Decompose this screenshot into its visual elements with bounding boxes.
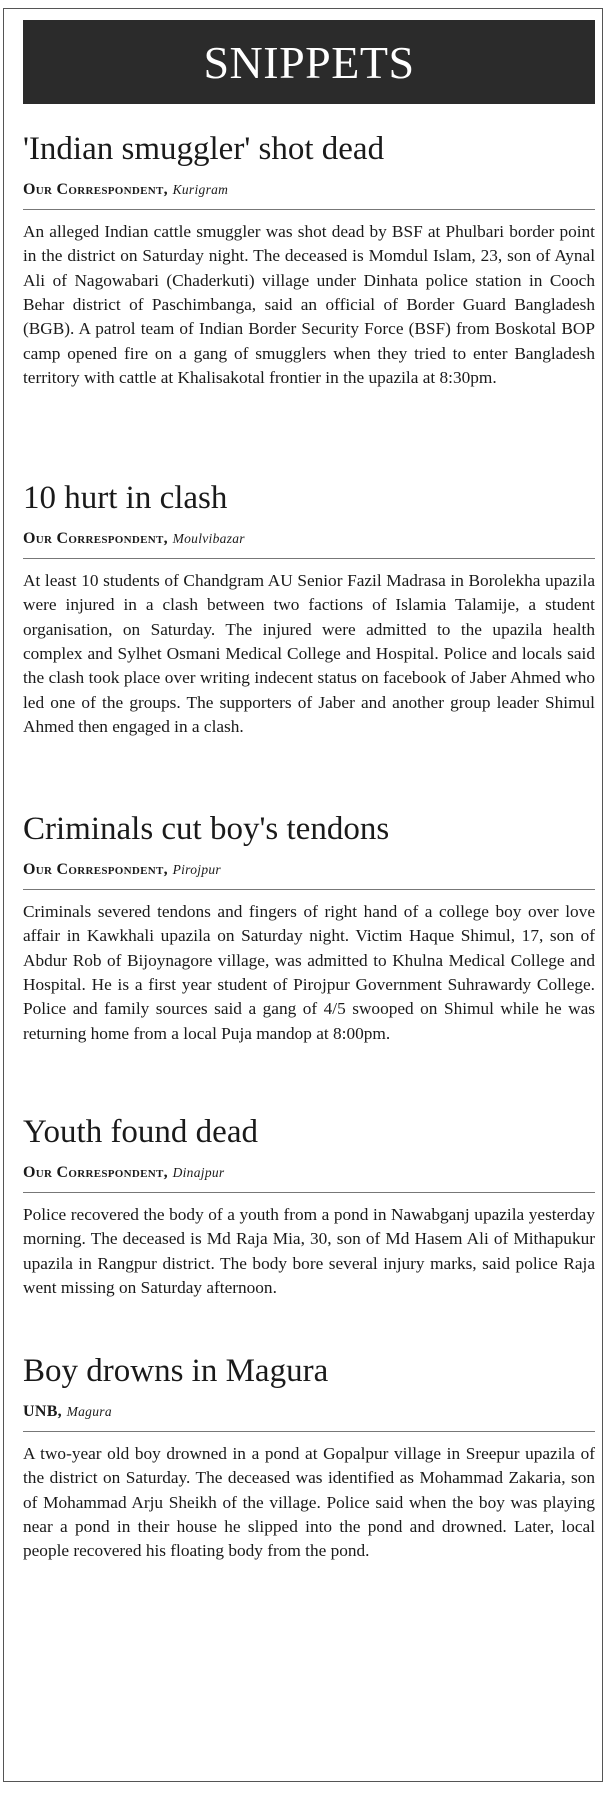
story-byline <box>23 860 595 879</box>
story-smuggler-shot <box>23 133 595 390</box>
story-body: Police recovered the body of a youth from a pond in Nawabganj upazila yesterday morning. The deceased is Md Raja Mia, 30, son of Md Hasem Ali of Mithapukur upazila in Rangpur district. The body bore several injury marks, said police Raja went missing on Saturday afternoon. <box>23 1205 595 1298</box>
story-body: A two-year old boy drowned in a pond at Gopalpur village in Sreepur upazila of the district on Saturday. The deceased was identified as Mohammad Zakaria, son of Mohammad Arju Sheikh of the village. Police said when the boy was playing near a pond in their house he slipped into the pond and drowned. Later, local people recovered his floating body from the pond. <box>23 1444 595 1561</box>
byline-location: Kurigram <box>172 182 229 197</box>
byline-divider <box>23 558 595 559</box>
byline-author: Our Correspondent, <box>23 181 168 198</box>
story-headline: Criminals cut boy's tendons <box>23 811 390 847</box>
byline-location: Dinajpur <box>172 1165 225 1180</box>
story-headline: Youth found dead <box>23 1114 258 1150</box>
byline-divider <box>23 889 595 890</box>
story-byline <box>23 1163 595 1182</box>
byline-location: Pirojpur <box>172 862 221 877</box>
byline-location: Magura <box>66 1404 112 1419</box>
snippets-column <box>3 8 603 1782</box>
story-body: An alleged Indian cattle smuggler was shot dead by BSF at Phulbari border point in the district on Saturday night. The deceased is Momdul Islam, 23, son of Aynal Ali of Nagowabari (Chaderkuti) village under Dinhata police station in Cooch Behar district of Paschimbanga, said an official of Border Guard Bangladesh (BGB). A patrol team of Indian Border Security Force (BSF) from Boskotal BOP camp opened fire on a gang of smugglers when they tried to enter Bangladesh territory with cattle at Khalisakotal frontier in the upazila at 8:30pm. <box>23 222 595 387</box>
story-body: At least 10 students of Chandgram AU Senior Fazil Madrasa in Borolekha upazila were injured in a clash between two factions of Islamia Talamije, a student organisation, on Saturday. The injured were admitted to the upazila health complex and Sylhet Osmani Medical College and Hospital. Police and locals said the clash took place over writing indecent status on facebook of Jaber Ahmed who led one of the groups. The supporters of Jaber and another group leader Shimul Ahmed then engaged in a clash. <box>23 571 595 736</box>
byline-location: Moulvibazar <box>172 531 245 546</box>
byline-author: Our Correspondent, <box>23 1164 168 1181</box>
story-headline: 10 hurt in clash <box>23 480 228 516</box>
story-headline: Boy drowns in Magura <box>23 1353 329 1389</box>
byline-divider <box>23 1431 595 1432</box>
story-boy-drowns <box>23 1355 595 1564</box>
section-title: SNIPPETS <box>203 36 415 88</box>
byline-author: UNB, <box>23 1403 62 1420</box>
byline-divider <box>23 1192 595 1193</box>
byline-author: Our Correspondent, <box>23 530 168 547</box>
story-byline <box>23 1402 595 1421</box>
story-body: Criminals severed tendons and fingers of right hand of a college boy over love affair in Kawkhali upazila on Saturday night. Victim Haque Shimul, 17, son of Abdur Rob of Bijoynagore village, was admitted to Khulna Medical College and Hospital. He is a first year student of Pirojpur Government Suhrawardy College. Police and family sources said a gang of 4/5 swooped on Shimul while he was returning home from a local Puja mandop at 8:00pm. <box>23 902 595 1043</box>
story-clash <box>23 482 595 739</box>
byline-author: Our Correspondent, <box>23 861 168 878</box>
story-youth-dead <box>23 1116 595 1300</box>
story-byline <box>23 529 595 548</box>
story-headline: 'Indian smuggler' shot dead <box>23 131 385 167</box>
byline-divider <box>23 209 595 210</box>
section-banner <box>23 20 595 104</box>
story-tendons <box>23 813 595 1046</box>
story-byline <box>23 180 595 199</box>
